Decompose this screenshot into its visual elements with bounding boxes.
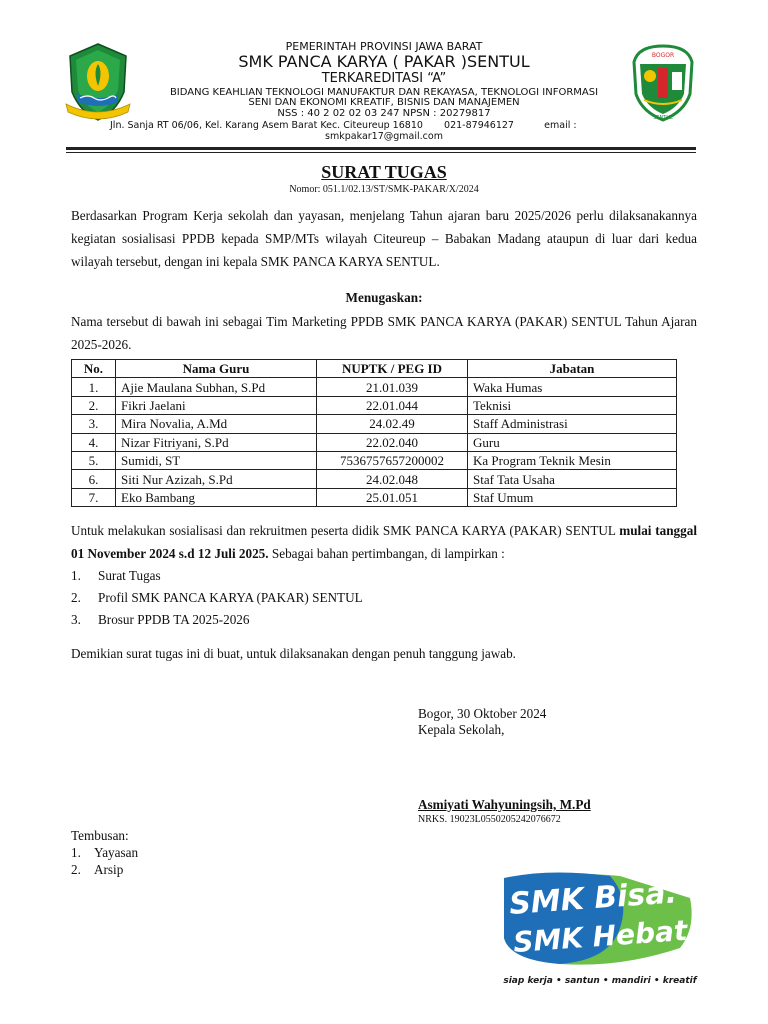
cell-id: 25.01.051 — [317, 488, 468, 506]
slogan-line1: SMK Bisa. — [508, 875, 678, 922]
list-number: 2. — [71, 862, 81, 877]
list-item — [71, 845, 138, 861]
signer-name: Asmiyati Wahyuningsih, M.Pd — [418, 797, 591, 812]
letterhead-divider-thin — [66, 152, 696, 153]
letter-title — [0, 162, 768, 183]
crest-top-text: BOGOR — [651, 52, 675, 59]
school-email: smkpakar17@gmail.com — [325, 131, 443, 142]
header-name: Nama Guru — [116, 360, 317, 378]
cell-name: Mira Novalia, A.Md — [116, 415, 317, 433]
list-item — [71, 590, 363, 606]
purpose-rest: Sebagai bahan pertimbangan, di lampirkan : — [268, 546, 505, 561]
cell-position: Staf Tata Usaha — [468, 470, 677, 488]
school-address: Jln. Sanja RT 06/06, Kel. Karang Asem Barat Kec. Citeureup 16810 021-87946127 email : — [110, 120, 577, 131]
list-item — [71, 862, 123, 878]
table-row — [72, 396, 677, 414]
cc-label: Tembusan: — [71, 828, 129, 843]
cell-no: 5. — [72, 451, 116, 469]
cell-id: 22.02.040 — [317, 433, 468, 451]
cell-position: Staf Umum — [468, 488, 677, 506]
cell-position: Ka Program Teknik Mesin — [468, 451, 677, 469]
letterhead-divider-thick — [66, 147, 696, 150]
letter-title-text: SURAT TUGAS — [321, 162, 447, 182]
cell-no: 3. — [72, 415, 116, 433]
list-text: Surat Tugas — [98, 568, 161, 583]
closing-sentence: Demikian surat tugas ini di buat, untuk dilaksanakan dengan penuh tanggung jawab. — [71, 646, 516, 661]
header-position: Jabatan — [468, 360, 677, 378]
cell-name: Fikri Jaelani — [116, 396, 317, 414]
cell-name: Eko Bambang — [116, 488, 317, 506]
signer-id: NRKS. 19023L0550205242076672 — [418, 814, 561, 825]
purpose-paragraph — [71, 519, 697, 565]
list-text: Brosur PPDB TA 2025-2026 — [98, 612, 250, 627]
header-no: No. — [72, 360, 116, 378]
list-number: 2. — [71, 590, 81, 605]
assign-heading: Menugaskan: — [345, 290, 423, 305]
expertise-fields-line2: SENI DAN EKONOMI KREATIF, BISNIS DAN MANAJEMEN — [248, 97, 520, 108]
slogan-tagline: siap kerja • santun • mandiri • kreatif — [503, 976, 697, 986]
signer-role: Kepala Sekolah, — [418, 722, 505, 737]
cell-position: Waka Humas — [468, 378, 677, 396]
cell-no: 1. — [72, 378, 116, 396]
cell-no: 6. — [72, 470, 116, 488]
list-text: Yayasan — [94, 845, 139, 860]
list-number: 3. — [71, 612, 81, 627]
table-header-row — [72, 360, 677, 378]
table-row — [72, 378, 677, 396]
cell-name: Ajie Maulana Subhan, S.Pd — [116, 378, 317, 396]
cell-id: 24.02.048 — [317, 470, 468, 488]
team-table — [71, 359, 677, 507]
cell-id: 7536757657200002 — [317, 451, 468, 469]
cell-name: Nizar Fitriyani, S.Pd — [116, 433, 317, 451]
cell-id: 21.01.039 — [317, 378, 468, 396]
place-date: Bogor, 30 Oktober 2024 — [418, 706, 547, 721]
cell-position: Staff Administrasi — [468, 415, 677, 433]
cell-id: 22.01.044 — [317, 396, 468, 414]
list-number: 1. — [71, 845, 81, 860]
table-row — [72, 451, 677, 469]
cell-name: Sumidi, ST — [116, 451, 317, 469]
table-row — [72, 433, 677, 451]
nss-npsn: NSS : 40 2 02 02 03 247 NPSN : 20279817 — [277, 108, 491, 119]
letter-number: Nomor: 051.1/02.13/ST/SMK-PAKAR/X/2024 — [289, 184, 479, 195]
slogan-line2: SMK Hebat. — [512, 913, 699, 959]
accreditation: TERKAREDITASI “A” — [321, 71, 447, 86]
purpose-text: Untuk melakukan sosialisasi dan rekruitmen peserta didik SMK PANCA KARYA (PAKAR) SENTUL — [71, 523, 620, 538]
smk-bisa-slogan-logo — [500, 868, 700, 988]
crest-bottom-text: SENTUL — [653, 115, 673, 121]
cell-name: Siti Nur Azizah, S.Pd — [116, 470, 317, 488]
cell-no: 2. — [72, 396, 116, 414]
list-number: 1. — [71, 568, 81, 583]
cell-no: 7. — [72, 488, 116, 506]
list-text: Arsip — [94, 862, 124, 877]
list-item — [71, 568, 161, 584]
table-row — [72, 488, 677, 506]
expertise-fields-line1: BIDANG KEAHLIAN TEKNOLOGI MANUFAKTUR DAN REKAYASA, TEKNOLOGI INFORMASI — [169, 87, 599, 98]
table-row — [72, 470, 677, 488]
header-id: NUPTK / PEG ID — [317, 360, 468, 378]
school-name: SMK PANCA KARYA ( PAKAR )SENTUL — [238, 52, 530, 71]
cell-no: 4. — [72, 433, 116, 451]
cell-position: Guru — [468, 433, 677, 451]
intro-paragraph: Berdasarkan Program Kerja sekolah dan yayasan, menjelang Tahun ajaran baru 2025/2026 perlu dilaksanakannya kegiatan sosialisasi PPDB kepada SMP/MTs wilayah Citeureup – Babakan Madang ataupun di luar dari kedua wilayah tersebut, dengan ini kepala SMK PANCA KARYA SENTUL. — [71, 208, 697, 269]
cell-id: 24.02.49 — [317, 415, 468, 433]
team-paragraph: Nama tersebut di bawah ini sebagai Tim Marketing PPDB SMK PANCA KARYA (PAKAR) SENTUL Tahun Ajaran 2025-2026. — [71, 314, 697, 352]
government-name: PEMERINTAH PROVINSI JAWA BARAT — [285, 40, 483, 53]
list-item — [71, 612, 249, 628]
purpose-dates: mulai tanggal 01 November 2024 s.d 12 Juli 2025. — [71, 523, 697, 561]
table-row — [72, 415, 677, 433]
cell-position: Teknisi — [468, 396, 677, 414]
list-text: Profil SMK PANCA KARYA (PAKAR) SENTUL — [98, 590, 363, 605]
